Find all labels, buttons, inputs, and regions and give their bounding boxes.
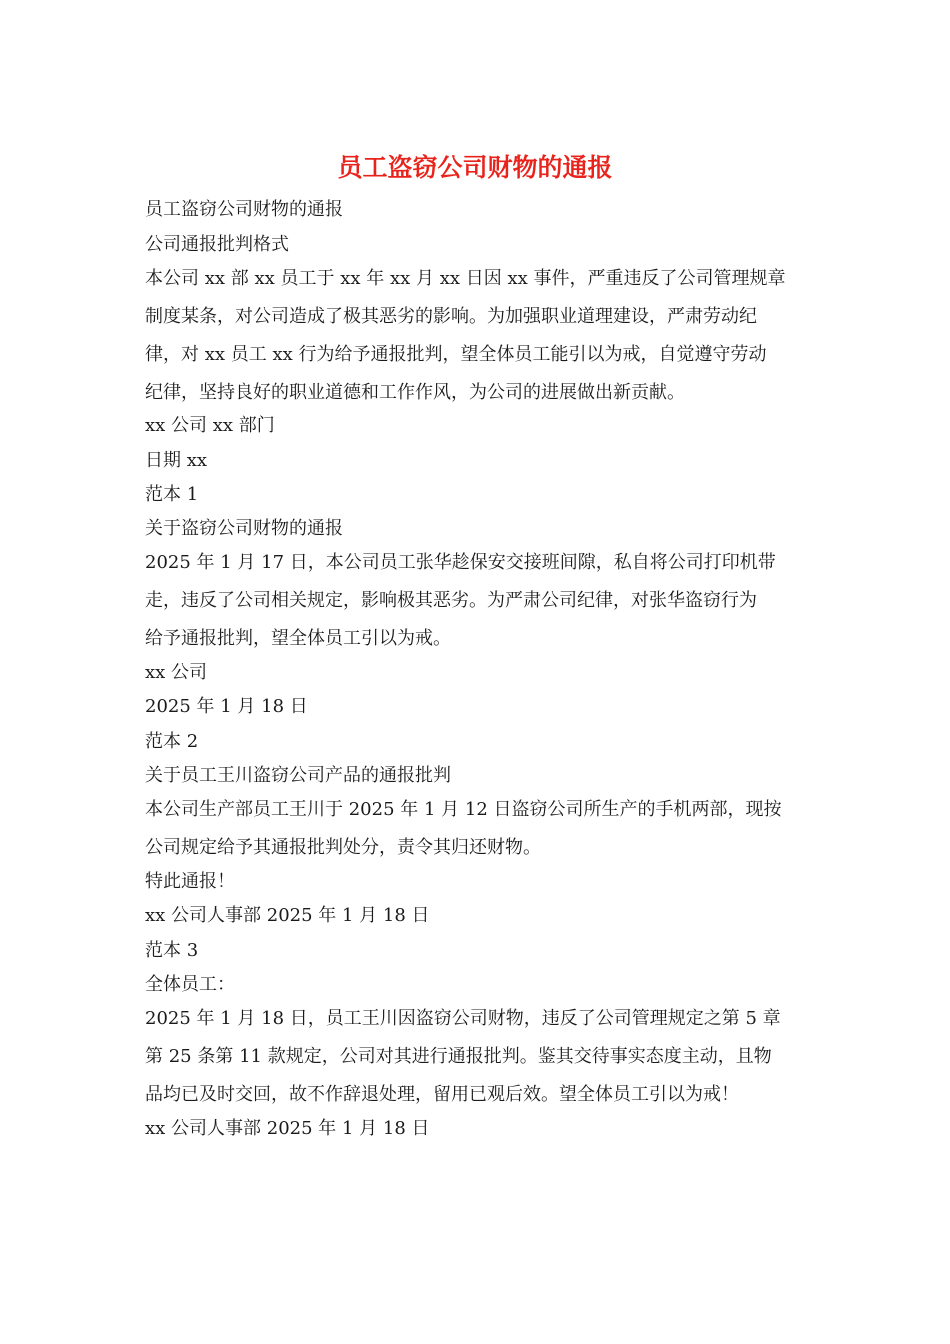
- body-line: 本公司生产部员工王川于 2025 年 1 月 12 日盗窃公司所生产的手机两部，现按: [145, 799, 782, 820]
- body-line: 律，对 xx 员工 xx 行为给予通报批判，望全体员工能引以为戒，自觉遵守劳动: [145, 344, 767, 365]
- body-line: 范本 1: [145, 484, 199, 505]
- body-line: xx 公司人事部 2025 年 1 月 18 日: [145, 905, 430, 926]
- body-line: 给予通报批判，望全体员工引以为戒。: [145, 628, 451, 649]
- body-line: 品均已及时交回，故不作辞退处理，留用已观后效。望全体员工引以为戒！: [145, 1084, 739, 1105]
- body-line: 2025 年 1 月 18 日，员工王川因盗窃公司财物，违反了公司管理规定之第 5 章: [145, 1008, 781, 1029]
- body-line: xx 公司人事部 2025 年 1 月 18 日: [145, 1118, 430, 1139]
- body-line: 第 25 条第 11 款规定，公司对其进行通报批判。鉴其交待事实态度主动，且物: [145, 1046, 772, 1067]
- body-line: xx 公司: [145, 662, 208, 683]
- body-line: xx 公司 xx 部门: [145, 415, 275, 436]
- body-line: 2025 年 1 月 18 日: [145, 696, 308, 717]
- body-line: 特此通报！: [145, 871, 235, 892]
- body-line: 范本 3: [145, 940, 199, 961]
- body-line: 制度某条，对公司造成了极其恶劣的影响。为加强职业道理建设，严肃劳动纪: [145, 306, 757, 327]
- body-line: 2025 年 1 月 17 日，本公司员工张华趁保安交接班间隙，私自将公司打印机带: [145, 552, 776, 573]
- body-line: 关于员工王川盗窃公司产品的通报批判: [145, 765, 451, 786]
- body-line: 纪律，坚持良好的职业道德和工作作风，为公司的进展做出新贡献。: [145, 382, 685, 403]
- body-line: 公司规定给予其通报批判处分，责令其归还财物。: [145, 837, 541, 858]
- body-line: 公司通报批判格式: [145, 234, 289, 255]
- body-line: 日期 xx: [145, 450, 208, 471]
- document-title: 员工盗窃公司财物的通报: [337, 153, 613, 182]
- body-line: 走，违反了公司相关规定，影响极其恶劣。为严肃公司纪律，对张华盗窃行为: [145, 590, 757, 611]
- body-line: 本公司 xx 部 xx 员工于 xx 年 xx 月 xx 日因 xx 事件，严重违反了公司管理规章: [145, 268, 786, 289]
- body-line: 关于盗窃公司财物的通报: [145, 518, 343, 539]
- body-line: 全体员工：: [145, 974, 235, 995]
- body-line: 员工盗窃公司财物的通报: [145, 199, 343, 220]
- body-line: 范本 2: [145, 731, 199, 752]
